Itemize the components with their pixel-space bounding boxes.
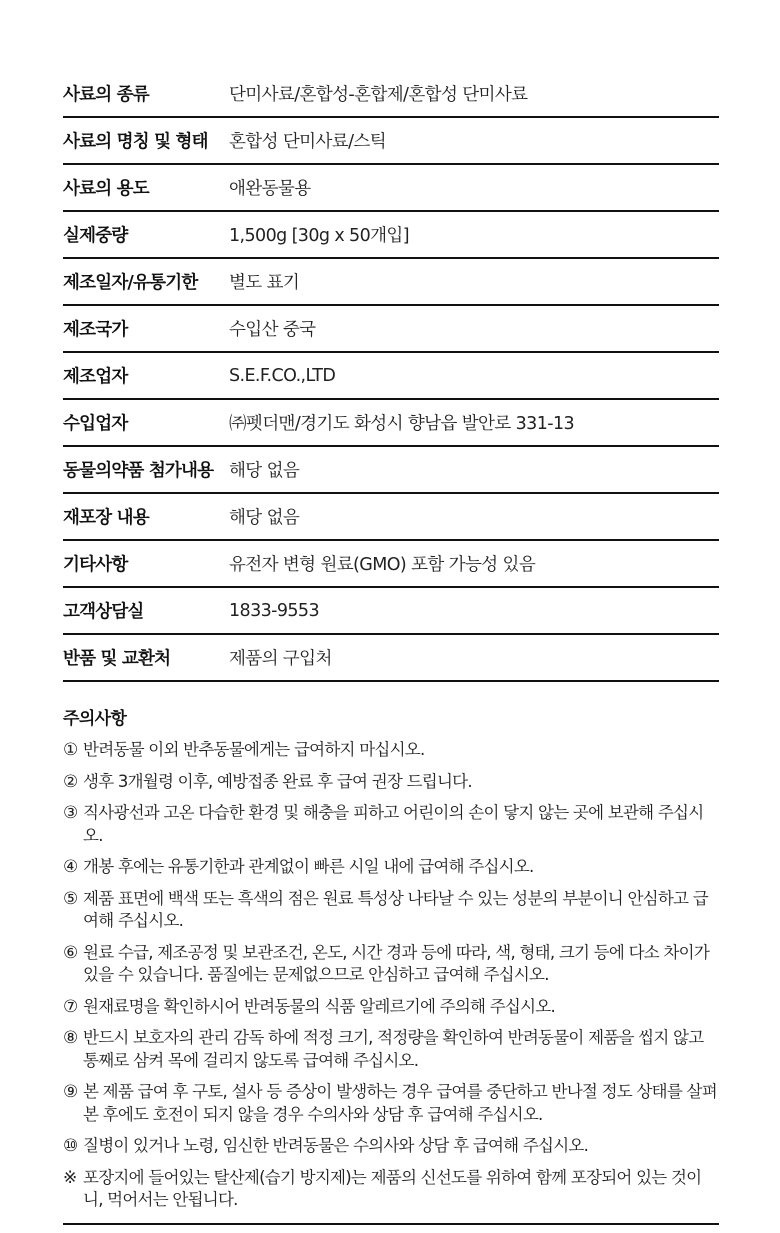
spec-row xyxy=(63,587,719,634)
spec-row xyxy=(63,634,719,681)
caution-item-text: 원재료명을 확인하시어 반려동물의 식품 알레르기에 주의해 주십시오. xyxy=(83,996,555,1016)
spec-label: 제조업자 xyxy=(63,367,128,387)
spec-row xyxy=(63,117,719,164)
spec-label: 사료의 종류 xyxy=(63,84,149,105)
spec-value: 수입산 중국 xyxy=(229,320,316,340)
spec-value: 애완동물용 xyxy=(229,179,311,199)
product-spec-table xyxy=(63,70,719,682)
caution-item-number: ⑨ xyxy=(63,1082,78,1102)
caution-item xyxy=(63,739,719,762)
caution-item xyxy=(63,1135,719,1158)
spec-value: 제품의 구입처 xyxy=(229,649,332,669)
spec-value: 유전자 변형 원료(GMO) 포함 가능성 있음 xyxy=(229,555,536,575)
spec-value: 1833-9553 xyxy=(229,600,319,621)
caution-item-number: ① xyxy=(63,740,78,760)
caution-item-text: 포장지에 들어있는 탈산제(습기 방지제)는 제품의 신선도를 위하여 함께 포장되어 있는 것이니, 먹어서는 안됩니다. xyxy=(83,1167,702,1209)
spec-value: 단미사료/혼합성-혼합제/혼합성 단미사료 xyxy=(229,84,528,105)
caution-item-text: 개봉 후에는 유통기한과 관계없이 빠른 시일 내에 급여해 주십시오. xyxy=(83,857,534,876)
caution-list xyxy=(63,739,719,1212)
caution-item-text: 반려동물 이외 반추동물에게는 급여하지 마십시오. xyxy=(83,740,425,759)
spec-value: 별도 표기 xyxy=(229,273,300,293)
spec-row xyxy=(63,70,719,117)
caution-item-text: 반드시 보호자의 관리 감독 하에 적정 크기, 적정량을 확인하여 반려동물이 제품을 씹지 않고 통째로 삼켜 목에 걸리지 않도록 급여해 주십시오. xyxy=(83,1028,704,1070)
spec-row xyxy=(63,493,719,540)
spec-label: 수입업자 xyxy=(63,414,128,434)
caution-section xyxy=(63,704,719,1212)
spec-label: 반품 및 교환처 xyxy=(63,649,171,669)
spec-row xyxy=(63,258,719,305)
caution-item-text: 질병이 있거나 노령, 임신한 반려동물은 수의사와 상담 후 급여해 주십시오. xyxy=(83,1136,589,1155)
caution-item-text: 본 제품 급여 후 구토, 설사 등 증상이 발생하는 경우 급여를 중단하고 반나절 정도 상태를 살펴본 후에도 호전이 되지 않을 경우 수의사와 상담 후 급여해 주십시오. xyxy=(83,1082,717,1124)
caution-item-text: 생후 3개월령 이후, 예방접종 완료 후 급여 권장 드립니다. xyxy=(83,771,472,791)
spec-row xyxy=(63,399,719,446)
caution-item xyxy=(63,996,719,1019)
spec-label: 실제중량 xyxy=(63,226,128,246)
spec-label: 동물의약품 첨가내용 xyxy=(63,461,214,481)
caution-item-text: 직사광선과 고온 다습한 환경 및 해충을 피하고 어린이의 손이 닿지 않는 곳에 보관해 주십시오. xyxy=(83,803,704,845)
spec-value: ㈜펫더맨/경기도 화성시 향남읍 발안로 331-13 xyxy=(229,414,575,434)
spec-row xyxy=(63,305,719,352)
caution-item-number: ⑩ xyxy=(63,1136,78,1156)
spec-label: 고객상담실 xyxy=(63,602,144,622)
caution-item xyxy=(63,1027,719,1072)
caution-item xyxy=(63,802,719,847)
caution-item-text: 원료 수급, 제조공정 및 보관조건, 온도, 시간 경과 등에 따라, 색, 형태, 크기 등에 다소 차이가 있을 수 있습니다. 품질에는 문제없으므로 안심하고 급여해 주십시오. xyxy=(83,942,710,984)
spec-label: 사료의 용도 xyxy=(63,179,149,199)
spec-value: 혼합성 단미사료/스틱 xyxy=(229,132,387,152)
spec-label: 제조국가 xyxy=(63,320,128,340)
caution-item-number: ③ xyxy=(63,803,78,823)
spec-value: S.E.F.CO.,LTD xyxy=(229,365,336,386)
spec-row xyxy=(63,211,719,258)
caution-item-number: ⑤ xyxy=(63,888,78,909)
caution-item-number: ※ xyxy=(63,1167,77,1188)
caution-item xyxy=(63,771,719,794)
spec-row xyxy=(63,446,719,493)
spec-row xyxy=(63,540,719,587)
spec-label: 재포장 내용 xyxy=(63,508,149,528)
caution-item xyxy=(63,888,719,933)
spec-value: 해당 없음 xyxy=(229,461,300,481)
caution-item-number: ⑥ xyxy=(63,942,78,963)
spec-value: 1,500g [30g x 50개입] xyxy=(229,226,409,246)
bottom-divider xyxy=(63,1223,719,1225)
caution-item-number: ④ xyxy=(63,857,78,877)
caution-title: 주의사항 xyxy=(63,709,127,729)
caution-item xyxy=(63,942,719,987)
spec-table-body xyxy=(63,70,719,681)
product-info-panel xyxy=(63,70,719,1221)
spec-label: 기타사항 xyxy=(63,555,128,575)
caution-item-text: 제품 표면에 백색 또는 흑색의 점은 원료 특성상 나타날 수 있는 성분의 부분이니 안심하고 급여해 주십시오. xyxy=(83,888,708,930)
spec-row xyxy=(63,352,719,399)
spec-value: 해당 없음 xyxy=(229,508,300,528)
spec-row xyxy=(63,164,719,211)
spec-label: 사료의 명칭 및 형태 xyxy=(63,132,208,152)
caution-item-number: ⑦ xyxy=(63,996,78,1017)
caution-item-number: ⑧ xyxy=(63,1028,78,1048)
caution-item xyxy=(63,1167,719,1212)
caution-item-number: ② xyxy=(63,771,78,792)
caution-item xyxy=(63,856,719,879)
spec-label: 제조일자/유통기한 xyxy=(63,273,198,293)
caution-item xyxy=(63,1081,719,1126)
